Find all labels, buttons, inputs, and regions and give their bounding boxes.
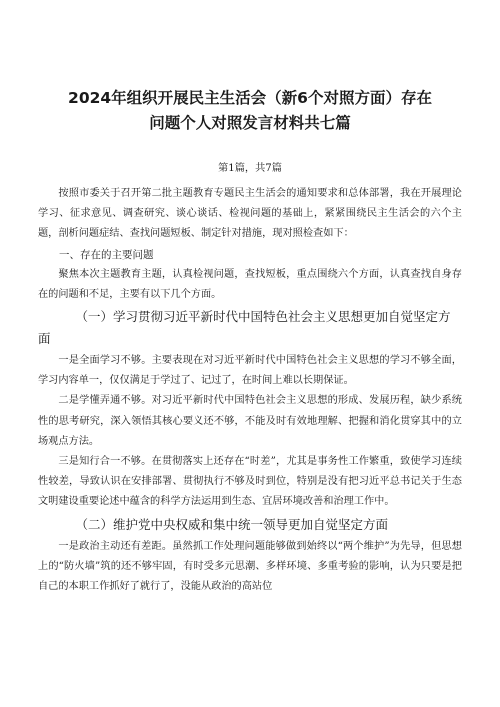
subsection1-paragraph-3: 三是知行合一不够。在贯彻落实上还存在“时差”，尤其是事务性工作繁重，致使学习连续性较差，导致认识在安排部署、贯彻执行不够及时到位，特别是没有把习近平总书记关于生态文明建设重要论述中蕴含的科学方法运用到生态、宜居环境改善和治理工作中。 [38, 456, 462, 508]
title-line-2: 问题个人对照发言材料共七篇 [149, 114, 351, 132]
section-intro-paragraph: 聚焦本次主题教育主题，认真检视问题，查找短板，重点围绕六个方面，认真查找自身存在的问题和不足，主要有以下几个方面。 [38, 268, 462, 300]
intro-paragraph: 按照市委关于召开第二批主题教育专题民主生活会的通知要求和总体部署，我在开展理论学习、征求意见、调查研究、谈心谈话、检视问题的基础上，紧紧围绕民主生活会的六个主题，剖析问题症结、查找问题短板、制定针对措施，现对照检查如下： [38, 188, 462, 240]
subsection-heading-1: （一）学习贯彻习近平新时代中国特色社会主义思想更加自觉坚定方面 [38, 309, 451, 347]
document-title [38, 86, 462, 136]
subsection-heading-2: （二）维护党中央权威和集中统一领导更加自觉坚定方面 [75, 516, 389, 532]
section-heading-problems: 一、存在的主要问题 [59, 248, 154, 261]
title-line-1: 2024年组织开展民主生活会（新6个对照方面）存在 [68, 89, 432, 107]
subsection2-paragraph-1: 一是政治主动还有差距。虽然抓工作处理问题能够做到始终以“两个维护”为先导，但思想上的“防火墙”筑的还不够牢固，有时受多元思潮、多样环境、多重考验的影响，认为只要是把自己的本职工作抓好了就行了，没能从政治的高站位 [38, 540, 462, 593]
subsection1-paragraph-2: 二是学懂弄通不够。对习近平新时代中国特色社会主义思想的形成、发展历程，缺少系统性的思考研究，深入领悟其核心要义还不够，不能及时有效地理解、把握和消化贯穿其中的立场观点方法。 [38, 395, 462, 447]
subsection1-paragraph-1: 一是全面学习不够。主要表现在对习近平新时代中国特色社会主义思想的学习不够全面，学习内容单一，仅仅满足于学过了、记过了，在时间上难以长期保证。 [38, 355, 462, 387]
page-indicator: 第1篇，共7篇 [218, 163, 282, 174]
